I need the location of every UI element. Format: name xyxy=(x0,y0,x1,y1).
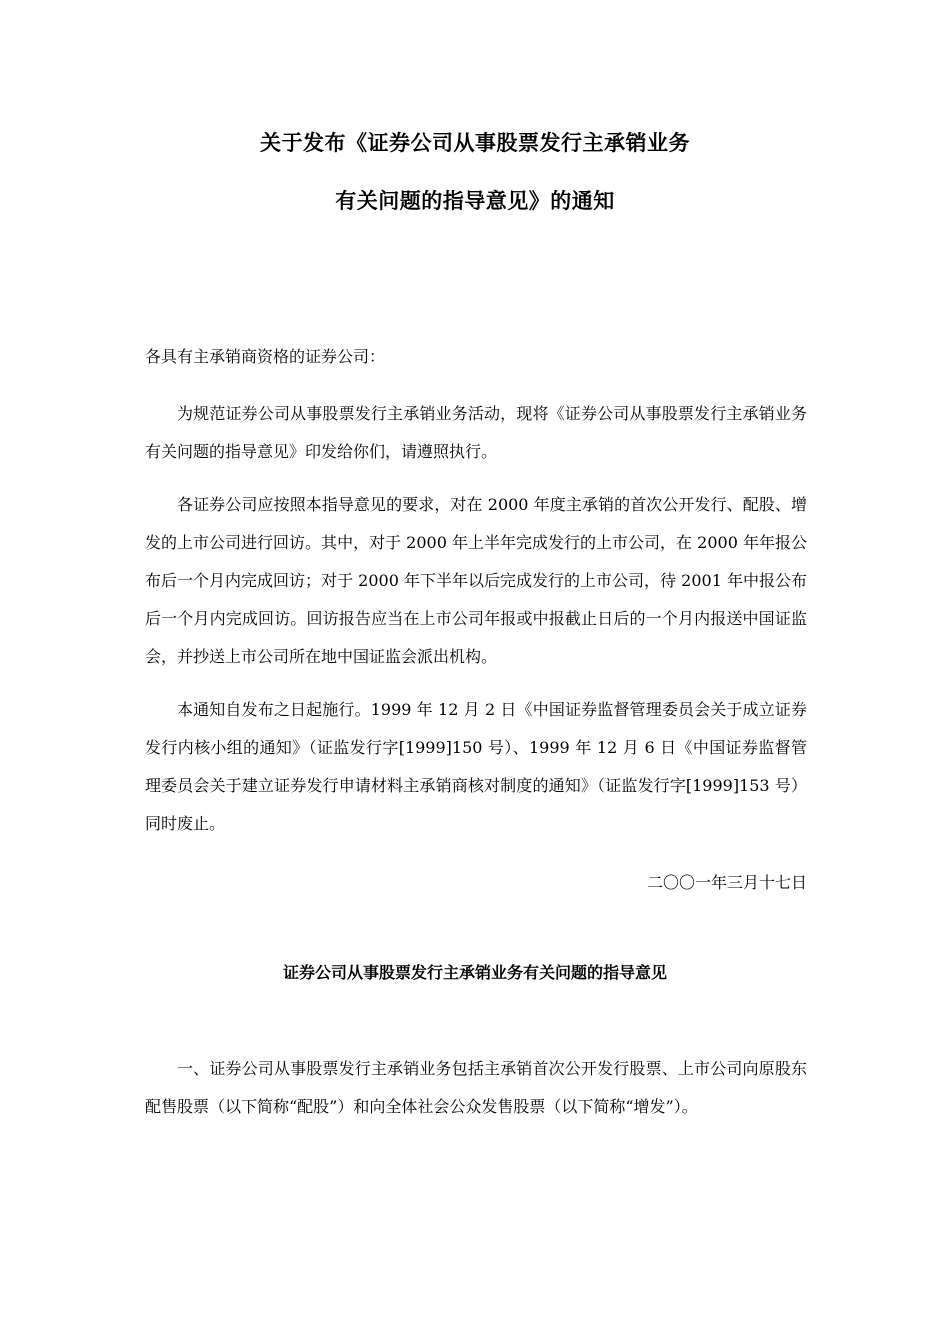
document-title-line-1: 关于发布《证券公司从事股票发行主承销业务 xyxy=(260,130,690,155)
paragraph-3: 本通知自发布之日起施行。1999 年 12 月 2 日《中国证券监督管理委员会关于成立证券发行内核小组的通知》（证监发行字[1999]150 号）、1999 年 12 月 6 日《中国证券监督管理委员会关于建立证券发行申请材料主承销商核对制度的通知》（证监发行字[1999]153 号）同时废止。 xyxy=(145,700,807,833)
paragraph-1: 为规范证券公司从事股票发行主承销业务活动，现将《证券公司从事股票发行主承销业务有关问题的指导意见》印发给你们，请遵照执行。 xyxy=(145,404,807,461)
issue-date: 二〇〇一年三月十七日 xyxy=(646,873,807,892)
salutation: 各具有主承销商资格的证券公司： xyxy=(145,347,386,366)
attachment-paragraph-1: 一、证券公司从事股票发行主承销业务包括主承销首次公开发行股票、上市公司向原股东配售股票（以下简称“配股”）和向全体社会公众发售股票（以下简称“增发”）。 xyxy=(145,1059,807,1116)
attachment-title: 证券公司从事股票发行主承销业务有关问题的指导意见 xyxy=(282,963,667,982)
document-title-line-2: 有关问题的指导意见》的通知 xyxy=(335,188,615,213)
paragraph-2: 各证券公司应按照本指导意见的要求，对在 2000 年度主承销的首次公开发行、配股、增发的上市公司进行回访。其中，对于 2000 年上半年完成发行的上市公司，在 2000 年年报公布后一个月内完成回访；对于 2000 年下半年以后完成发行的上市公司，待 2001 年中报公布后一个月内完成回访。回访报告应当在上市公司年报或中报截止日后的一个月内报送中国证监会，并抄送上市公司所在地中国证监会派出机构。 xyxy=(145,495,807,666)
